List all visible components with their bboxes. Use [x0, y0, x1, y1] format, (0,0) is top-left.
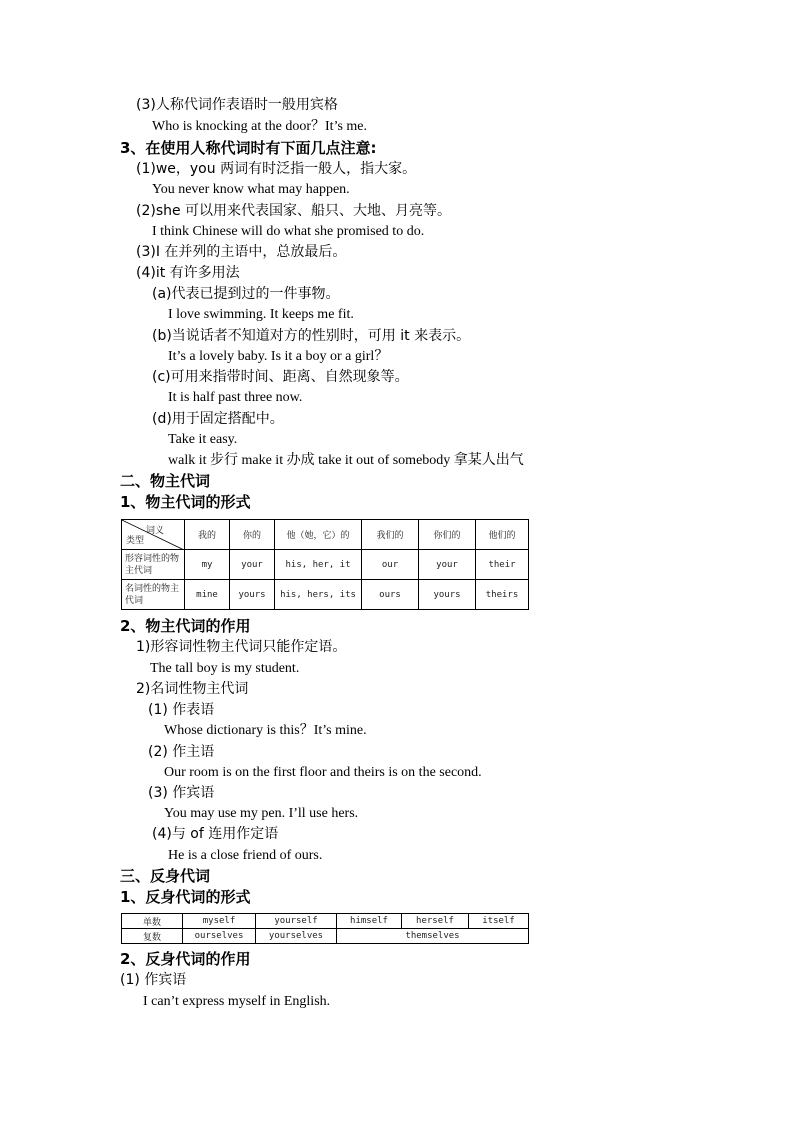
section-heading-reflexive: 三、反身代词 [120, 867, 211, 885]
table-cell: his, her, it [275, 550, 362, 580]
example-sentence: You may use my pen. I’ll use hers. [164, 806, 359, 821]
example-sentence: He is a close friend of ours. [168, 848, 323, 863]
example-sentence: I can’t express myself in English. [143, 994, 331, 1009]
section-heading-possessive: 二、物主代词 [120, 472, 211, 490]
sub-usage-item: (3) 作宾语 [148, 785, 215, 801]
table-cell: yours [230, 580, 275, 610]
column-header: 他（她，它）的 [275, 520, 362, 550]
reflexive-table [121, 913, 529, 944]
table-cell: ourselves [183, 929, 256, 944]
column-header: 我们的 [362, 520, 419, 550]
sub-note-item: (a)代表已提到过的一件事物。 [152, 286, 340, 302]
table-cell: my [185, 550, 230, 580]
sub-usage-item: (2) 作主语 [148, 744, 215, 760]
sub-note-item: (d)用于固定搭配中。 [152, 411, 284, 427]
table-cell: mine [185, 580, 230, 610]
table-cell: our [362, 550, 419, 580]
column-header: 他们的 [476, 520, 529, 550]
row-label: 复数 [122, 929, 183, 944]
sub-usage-item: (4)与 of 连用作定语 [152, 826, 279, 842]
column-header: 我的 [185, 520, 230, 550]
example-phrases: walk it 步行 make it 办成 take it out of somebody 拿某人出气 [168, 453, 524, 468]
usage-item: (1) 作宾语 [120, 972, 187, 988]
subsection-title: 1、反身代词的形式 [120, 888, 251, 906]
table-cell: their [476, 550, 529, 580]
example-sentence: Whose dictionary is this？It’s mine. [164, 723, 367, 738]
column-header: 你的 [230, 520, 275, 550]
table-cell: theirs [476, 580, 529, 610]
example-sentence: You never know what may happen. [152, 182, 350, 197]
possessive-table [121, 519, 529, 610]
section-title-notes: 3、在使用人称代词时有下面几点注意: [120, 139, 377, 157]
table-cell: yourselves [256, 929, 337, 944]
corner-top-label: 词义 [145, 526, 164, 536]
sub-note-item: (b)当说话者不知道对方的性别时，可用 it 来表示。 [152, 328, 471, 344]
corner-bottom-label: 类型 [126, 536, 145, 546]
subsection-title: 2、反身代词的作用 [120, 950, 251, 968]
table-corner-cell [122, 520, 185, 550]
table-cell: yourself [256, 914, 337, 929]
row-label: 形容词性的物主代词 [122, 550, 185, 580]
sub-note-item: (c)可用来指带时间、距离、自然现象等。 [152, 369, 409, 385]
example-sentence: Our room is on the first floor and theirs is on the second. [164, 765, 482, 780]
row-label: 单数 [122, 914, 183, 929]
example-sentence: I love swimming. It keeps me fit. [168, 307, 354, 322]
usage-item: 1)形容词性物主代词只能作定语。 [136, 639, 347, 655]
note-item: (3)I 在并列的主语中，总放最后。 [136, 244, 347, 260]
note-item: (1)we，you 两词有时泛指一般人，指大家。 [136, 161, 417, 177]
table-cell: herself [402, 914, 469, 929]
table-cell: yours [419, 580, 476, 610]
table-cell: myself [183, 914, 256, 929]
example-sentence: Who is knocking at the door？It’s me. [152, 119, 368, 134]
table-cell: himself [337, 914, 402, 929]
subsection-title: 2、物主代词的作用 [120, 617, 251, 635]
example-sentence: It’s a lovely baby. Is it a boy or a girl？ [168, 349, 389, 364]
table-cell: themselves [337, 929, 529, 944]
rule-predicative: (3)人称代词作表语时一般用宾格 [136, 97, 338, 113]
table-cell: his, hers, its [275, 580, 362, 610]
table-cell: itself [469, 914, 529, 929]
table-cell: your [419, 550, 476, 580]
example-sentence: It is half past three now. [168, 390, 303, 405]
subsection-title: 1、物主代词的形式 [120, 493, 251, 511]
example-sentence: I think Chinese will do what she promised to do. [152, 224, 425, 239]
example-sentence: Take it easy. [168, 432, 238, 447]
note-item: (2)she 可以用来代表国家、船只、大地、月亮等。 [136, 203, 452, 219]
table-cell: your [230, 550, 275, 580]
sub-usage-item: (1) 作表语 [148, 702, 215, 718]
column-header: 你们的 [419, 520, 476, 550]
table-cell: ours [362, 580, 419, 610]
row-label: 名词性的物主代词 [122, 580, 185, 610]
note-item: (4)it 有许多用法 [136, 265, 240, 281]
usage-item: 2)名词性物主代词 [136, 681, 249, 697]
example-sentence: The tall boy is my student. [150, 661, 300, 676]
